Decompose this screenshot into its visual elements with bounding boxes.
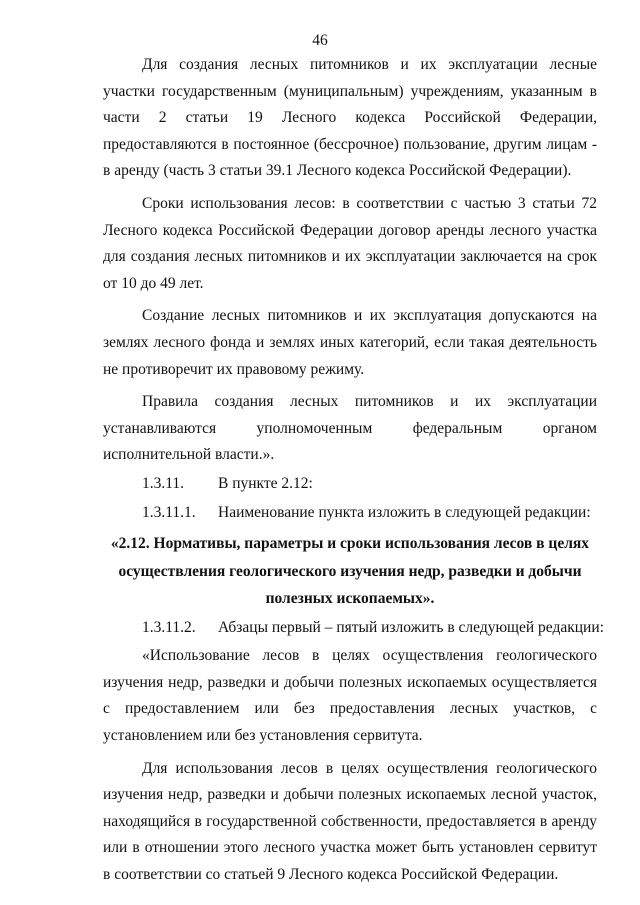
item-1-3-11-2 [103, 615, 604, 642]
paragraph-nursery-usage-term: Сроки использования лесов: в соответствии с частью 3 статьи 72 Лесного кодекса Российской Федерации договор аренды лесного участка для создания лесных питомников и их эксплуатации заключается на срок от 10 до 49 лет. [103, 194, 597, 292]
page-number: 46 [312, 32, 328, 49]
paragraph-nursery-allowed-lands: Создание лесных питомников и их эксплуатация допускаются на землях лесного фонда и землях иных категорий, если такая деятельность не противоречит их правовому режиму. [103, 307, 597, 378]
document-body [103, 52, 604, 895]
item-text: В пункте 2.12: [218, 474, 313, 492]
item-text: Абзацы первый – пятый изложить в следующей редакции: [218, 618, 604, 636]
item-number: 1.3.11.1. [142, 503, 196, 521]
item-number: 1.3.11. [142, 474, 185, 492]
item-1-3-11-1 [103, 500, 597, 527]
paragraph-geology-land-lease: Для использования лесов в целях осуществления геологического изучения недр, разведки и добычи полезных ископаемых лесной участок, находящийся в государственной собственности, предоставляется в аренду или в отношении этого лесного участка может быть установлен сервитут в соответствии со статьей 9 Лесного кодекса Российской Федерации. [103, 759, 597, 883]
paragraph-nursery-land-provision: Для создания лесных питомников и их эксплуатации лесные участки государственным (муниципальным) учреждениям, указанным в части 2 статьи 19 Лесного кодекса Российской Федерации, предоставляются в постоянное (бессрочное) пользование, другим лицам - в аренду (часть 3 статьи 39.1 Лесного кодекса Российской Федерации). [103, 56, 597, 180]
item-number: 1.3.11.2. [142, 618, 196, 636]
section-heading-2-12: «2.12. Нормативы, параметры и сроки использования лесов в целях осуществления геологического изучения недр, разведки и добычи полезных ископаемых». [110, 535, 590, 608]
item-1-3-11 [103, 471, 597, 498]
item-text: Наименование пункта изложить в следующей редакции: [218, 503, 591, 521]
paragraph-geology-usage: «Использование лесов в целях осуществления геологического изучения недр, разведки и добычи полезных ископаемых осуществляется с предоставлением или без предоставления лесных участков, с установлением или без установления сервитута. [103, 647, 597, 744]
paragraph-nursery-rules: Правила создания лесных питомников и их эксплуатации устанавливаются уполномоченным федеральным органом исполнительной власти.». [103, 393, 597, 464]
